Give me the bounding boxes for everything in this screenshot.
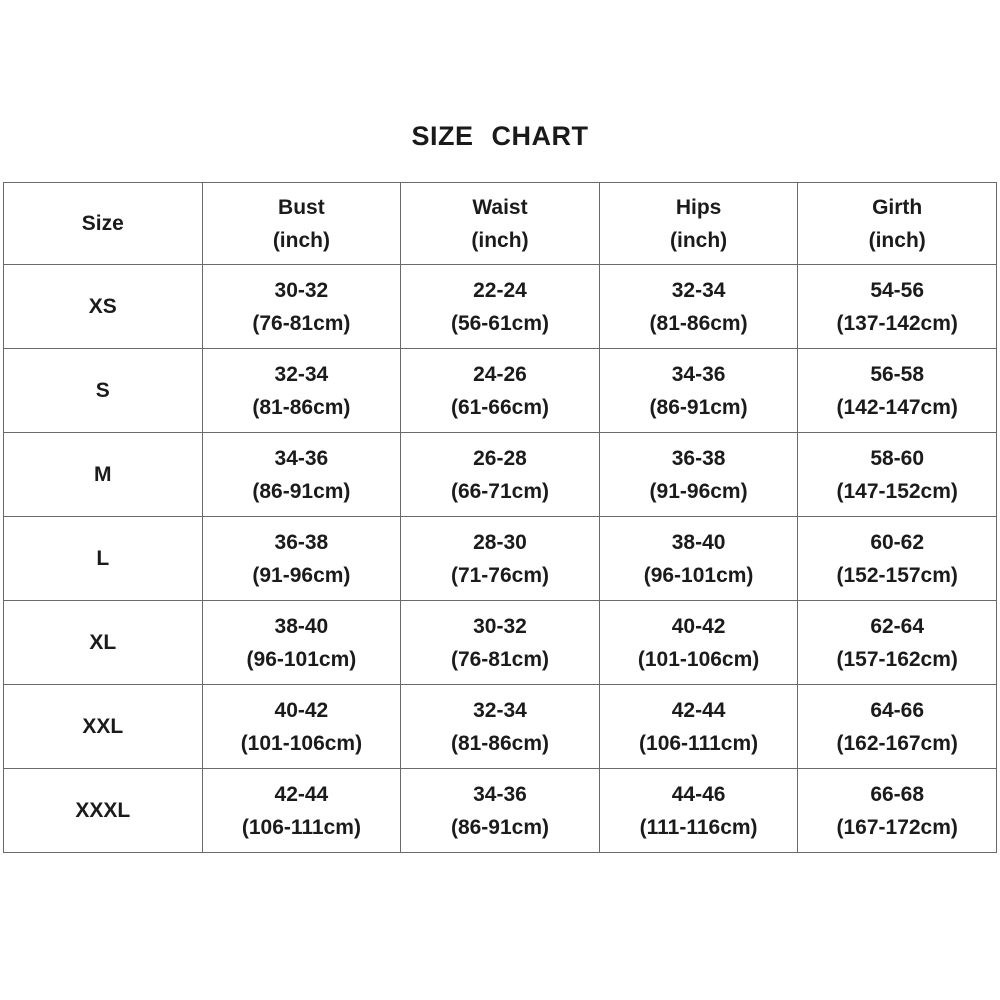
inch-range: 40-42: [671, 614, 726, 638]
measurement-cell: [401, 265, 600, 349]
cm-range: (96-101cm): [246, 647, 357, 671]
inch-range: 28-30: [473, 530, 527, 554]
measurement-cell: [401, 601, 600, 685]
size-label-text: S: [95, 379, 110, 402]
cm-range: (167-172cm): [836, 815, 958, 839]
column-header-girth: [798, 183, 997, 265]
measurement-cell: [401, 349, 600, 433]
table-row-xxl: [4, 685, 997, 769]
cm-range: (137-142cm): [836, 311, 958, 335]
cm-range: (111-116cm): [639, 815, 758, 839]
column-header-bust: [202, 183, 401, 265]
inch-range: 34-36: [473, 782, 527, 806]
measurement-cell: [798, 601, 997, 685]
inch-range: 54-56: [870, 278, 925, 302]
measurement-cell: [798, 685, 997, 769]
cm-range: (142-147cm): [836, 395, 958, 419]
inch-range: 24-26: [473, 362, 527, 386]
measurement-cell: [202, 517, 401, 601]
table-row-xxxl: [4, 769, 997, 853]
measurement-cell: [401, 769, 600, 853]
inch-range: 66-68: [870, 782, 925, 806]
measurement-cell: [599, 349, 798, 433]
column-label: Girth: [872, 195, 923, 219]
size-label: [4, 433, 203, 517]
measurement-cell: [401, 685, 600, 769]
size-label-text: XXL: [82, 715, 124, 738]
cm-range: (56-61cm): [450, 311, 550, 335]
measurement-cell: [599, 685, 798, 769]
table-row-s: [4, 349, 997, 433]
size-label-text: XXXL: [75, 799, 131, 822]
measurement-cell: [202, 433, 401, 517]
cm-range: (101-106cm): [240, 731, 363, 755]
measurement-cell: [202, 265, 401, 349]
measurement-cell: [599, 265, 798, 349]
size-label: [4, 601, 203, 685]
inch-range: 60-62: [870, 530, 925, 554]
cm-range: (157-162cm): [836, 647, 958, 671]
cm-range: (66-71cm): [450, 479, 550, 503]
cm-range: (61-66cm): [450, 395, 550, 419]
cm-range: (91-96cm): [252, 563, 351, 587]
inch-range: 34-36: [671, 362, 726, 386]
measurement-cell: [401, 433, 600, 517]
measurement-cell: [202, 349, 401, 433]
cm-range: (76-81cm): [252, 311, 351, 335]
measurement-cell: [599, 433, 798, 517]
measurement-cell: [202, 601, 401, 685]
table-body: [4, 265, 997, 853]
table-header: [4, 183, 997, 265]
inch-range: 36-38: [274, 530, 329, 554]
column-unit-label: (inch): [272, 228, 330, 252]
size-label: [4, 685, 203, 769]
measurement-cell: [599, 517, 798, 601]
size-label: [4, 265, 203, 349]
cm-range: (91-96cm): [649, 479, 748, 503]
cm-range: (101-106cm): [637, 647, 760, 671]
column-unit-label: (inch): [670, 228, 728, 252]
measurement-cell: [401, 517, 600, 601]
inch-range: 38-40: [671, 530, 726, 554]
measurement-cell: [202, 769, 401, 853]
measurement-cell: [798, 349, 997, 433]
cm-range: (81-86cm): [450, 731, 550, 755]
inch-range: 64-66: [870, 698, 925, 722]
measurement-cell: [599, 601, 798, 685]
column-label: Size: [81, 212, 124, 235]
column-label: Bust: [278, 195, 325, 219]
column-header-size: [4, 183, 203, 265]
inch-range: 26-28: [473, 446, 527, 470]
column-label: Waist: [472, 195, 528, 219]
inch-range: 22-24: [473, 278, 527, 302]
inch-range: 32-34: [473, 698, 527, 722]
inch-range: 32-34: [671, 278, 726, 302]
header-row: [4, 183, 997, 265]
inch-range: 30-32: [473, 614, 527, 638]
measurement-cell: [202, 685, 401, 769]
measurement-cell: [798, 265, 997, 349]
inch-range: 56-58: [870, 362, 925, 386]
measurement-cell: [599, 769, 798, 853]
cm-range: (147-152cm): [836, 479, 958, 503]
table-row-xl: [4, 601, 997, 685]
size-chart-table: [3, 182, 997, 853]
cm-range: (86-91cm): [252, 479, 351, 503]
size-label-text: L: [96, 547, 110, 570]
cm-range: (81-86cm): [649, 311, 748, 335]
cm-range: (106-111cm): [241, 815, 361, 839]
cm-range: (152-157cm): [836, 563, 958, 587]
size-label-text: XS: [88, 295, 117, 318]
cm-range: (106-111cm): [639, 731, 759, 755]
cm-range: (86-91cm): [649, 395, 748, 419]
size-label-text: M: [94, 463, 112, 486]
inch-range: 40-42: [274, 698, 329, 722]
inch-range: 38-40: [274, 614, 329, 638]
cm-range: (162-167cm): [836, 731, 958, 755]
cm-range: (71-76cm): [450, 563, 550, 587]
size-label: [4, 517, 203, 601]
column-unit-label: (inch): [868, 228, 926, 252]
measurement-cell: [798, 769, 997, 853]
column-unit-label: (inch): [471, 228, 529, 252]
cm-range: (76-81cm): [450, 647, 550, 671]
size-label: [4, 769, 203, 853]
measurement-cell: [798, 433, 997, 517]
cm-range: (81-86cm): [252, 395, 351, 419]
inch-range: 62-64: [870, 614, 925, 638]
table-row-l: [4, 517, 997, 601]
inch-range: 58-60: [870, 446, 925, 470]
size-label: [4, 349, 203, 433]
table-row-m: [4, 433, 997, 517]
measurement-cell: [798, 517, 997, 601]
inch-range: 42-44: [274, 782, 329, 806]
cm-range: (86-91cm): [450, 815, 550, 839]
inch-range: 30-32: [274, 278, 329, 302]
inch-range: 34-36: [274, 446, 329, 470]
inch-range: 36-38: [671, 446, 726, 470]
column-header-waist: [401, 183, 600, 265]
cm-range: (96-101cm): [643, 563, 754, 587]
size-label-text: XL: [89, 631, 117, 654]
inch-range: 32-34: [274, 362, 329, 386]
inch-range: 42-44: [671, 698, 726, 722]
column-header-hips: [599, 183, 798, 265]
table-row-xs: [4, 265, 997, 349]
inch-range: 44-46: [671, 782, 726, 806]
column-label: Hips: [675, 195, 722, 219]
page-title: SIZE CHART: [411, 121, 589, 151]
